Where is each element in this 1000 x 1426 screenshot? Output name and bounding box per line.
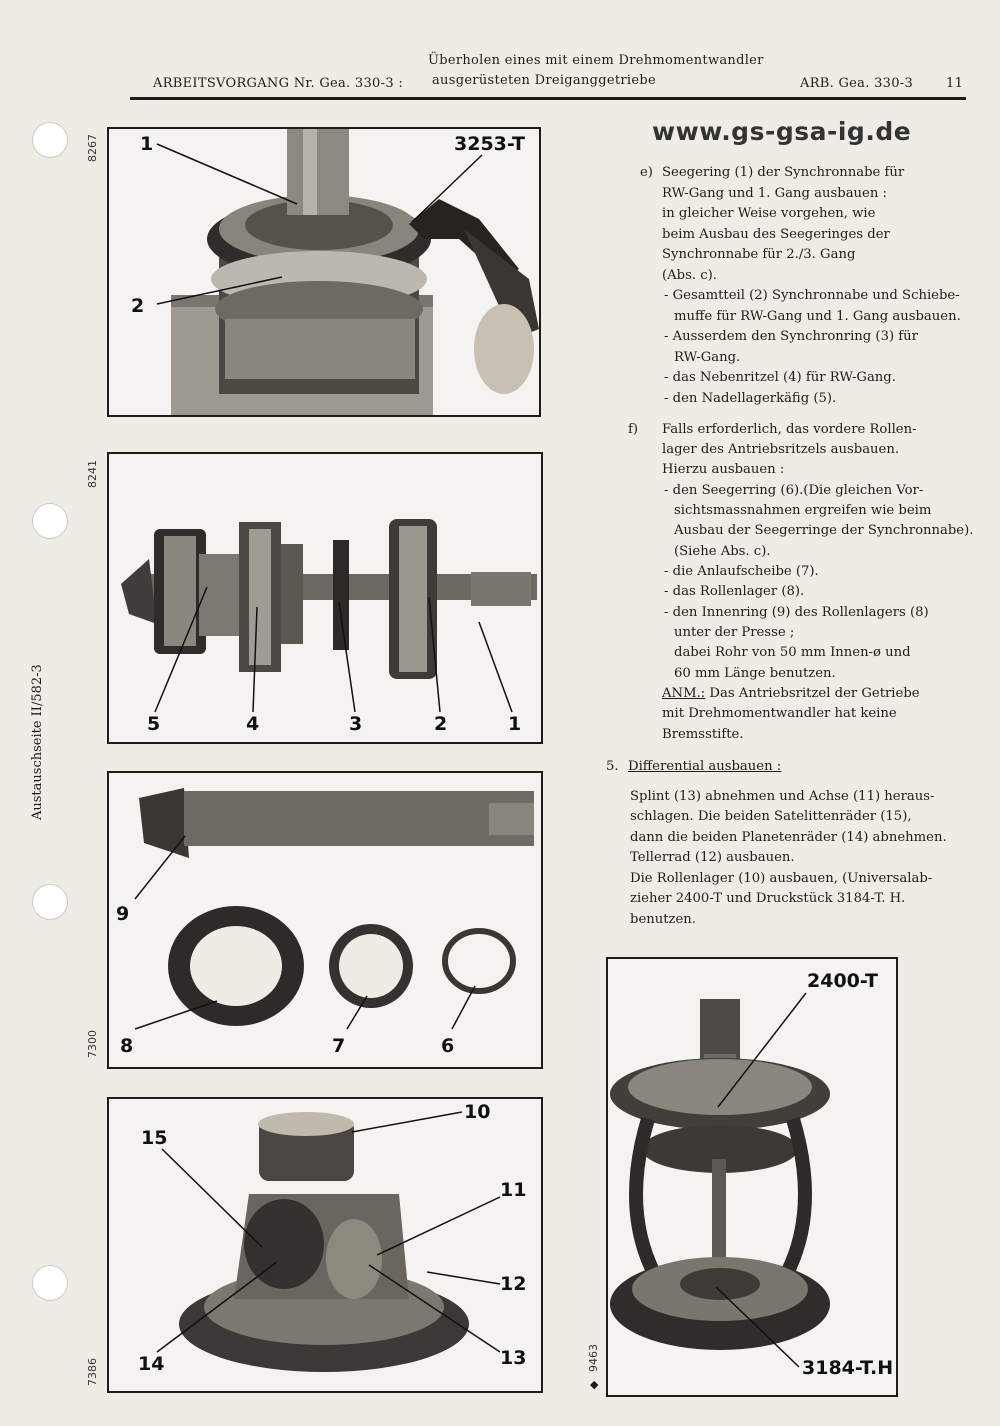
header-center-line1: Überholen eines mit einem Drehmomentwandler [428,53,764,68]
header-rule [130,97,966,100]
binder-hole-4 [32,1265,68,1301]
step-f-line-1: Falls erforderlich, das vordere Rollen- [662,422,917,437]
section5-line-7: benutzen. [630,912,696,927]
figure-code-8241: 8241 [86,460,99,488]
fig4-leader-lines [107,1097,539,1389]
watermark-url: www.gs-gsa-ig.de [652,117,912,146]
fig4-label-10: 10 [464,1101,491,1123]
step-f-item-2: sichtsmassnahmen ergreifen wie beim [674,503,932,518]
page-number: 11 [946,76,964,91]
fig2-label-1: 1 [508,713,522,735]
section5-line-2: schlagen. Die beiden Satelittenräder (15), [630,809,912,824]
fig4-label-11: 11 [500,1179,527,1201]
section5-line-3: dann die beiden Planetenräder (14) abnehmen. [630,830,947,845]
step-e-item-5: - das Nebenritzel (4) für RW-Gang. [664,370,896,385]
step-e-line-6: (Abs. c). [662,268,717,283]
section5-line-4: Tellerrad (12) ausbauen. [630,850,795,865]
figure-code-7386: 7386 [86,1358,99,1386]
step-e-line-3: in gleicher Weise vorgehen, wie [662,206,876,221]
step-f-item-4: (Siehe Abs. c). [674,544,771,559]
fig2-label-2: 2 [434,713,448,735]
fig5-leader-lines [606,957,894,1393]
header-left: ARBEITSVORGANG Nr. Gea. 330-3 : [153,76,404,91]
fig1-label-2: 2 [131,295,145,317]
step-f-item-7: - den Innenring (9) des Rollenlagers (8) [664,605,929,620]
header-right: ARB. Gea. 330-3 [800,76,914,91]
header-center-line2: ausgerüsteten Dreiganggetriebe [432,73,656,88]
step-e-line-4: beim Ausbau des Seegeringes der [662,227,890,242]
fig1-tool-3253-T: 3253-T [454,133,525,155]
step-e-item-2: muffe für RW-Gang und 1. Gang ausbauen. [674,309,961,324]
figure-code-9463: 9463 [587,1344,600,1372]
step-e-item-4: RW-Gang. [674,350,741,365]
fig1-leader-lines [107,127,537,413]
binder-hole-1 [32,122,68,158]
note-line-3: Bremsstifte. [662,727,744,742]
fig3-label-8: 8 [120,1035,134,1057]
binder-hole-2 [32,503,68,539]
fig4-label-12: 12 [500,1273,527,1295]
note-line-2: mit Drehmomentwandler hat keine [662,706,897,721]
step-e-item-1: - Gesamtteil (2) Synchronnabe und Schiebe- [664,288,960,303]
step-f-item-8: unter der Presse ; [674,625,795,640]
binder-hole-3 [32,884,68,920]
step-e-item-6: - den Nadellagerkäfig (5). [664,391,837,406]
step-f-line-3: Hierzu ausbauen : [662,462,785,477]
figure-5-arrow-marker: ◆ [590,1378,599,1391]
fig5-tool-2400-T: 2400-T [807,970,878,992]
section5-line-5: Die Rollenlager (10) ausbauen, (Universalab- [630,871,933,886]
section5-title: Differential ausbauen : [628,759,782,774]
step-f-item-10: 60 mm Länge benutzen. [674,666,836,681]
fig4-label-15: 15 [141,1127,168,1149]
step-f-item-5: - die Anlaufscheibe (7). [664,564,819,579]
fig3-label-7: 7 [332,1035,346,1057]
figure-code-7300: 7300 [86,1030,99,1058]
step-e-line-1: Seegering (1) der Synchronnabe für [662,165,905,180]
note-label: ANM.: [662,686,706,701]
fig4-label-14: 14 [138,1353,165,1375]
side-text: Austauschseite II/582-3 [30,664,45,820]
fig4-label-13: 13 [500,1347,527,1369]
step-f-marker: f) [628,422,639,437]
note-first-line: Das Antriebsritzel der Getriebe [705,686,920,701]
fig2-leader-lines [107,452,539,740]
step-f-line-2: lager des Antriebsritzels ausbauen. [662,442,900,457]
fig2-label-5: 5 [147,713,161,735]
step-f-item-6: - das Rollenlager (8). [664,584,805,599]
step-e-item-3: - Ausserdem den Synchronring (3) für [664,329,918,344]
section5-line-6: zieher 2400-T und Druckstück 3184-T. H. [630,891,906,906]
figure-code-8267: 8267 [86,134,99,162]
fig3-label-9: 9 [116,903,130,925]
step-f-item-3: Ausbau der Seegerringe der Synchronnabe). [674,523,974,538]
fig3-leader-lines [107,771,539,1065]
fig3-label-6: 6 [441,1035,455,1057]
note-line-1 [662,684,920,705]
section5-line-1: Splint (13) abnehmen und Achse (11) heraus- [630,789,935,804]
fig2-label-3: 3 [349,713,363,735]
fig5-tool-3184-T.H: 3184-T.H [802,1357,894,1379]
step-e-marker: e) [640,165,653,180]
step-e-line-2: RW-Gang und 1. Gang ausbauen : [662,186,887,201]
fig2-label-4: 4 [246,713,260,735]
step-f-item-1: - den Seegerring (6).(Die gleichen Vor- [664,483,924,498]
fig1-label-1: 1 [140,133,154,155]
step-e-line-5: Synchronnabe für 2./3. Gang [662,247,856,262]
section5-number: 5. [606,759,619,774]
step-f-item-9: dabei Rohr von 50 mm Innen-ø und [674,645,911,660]
